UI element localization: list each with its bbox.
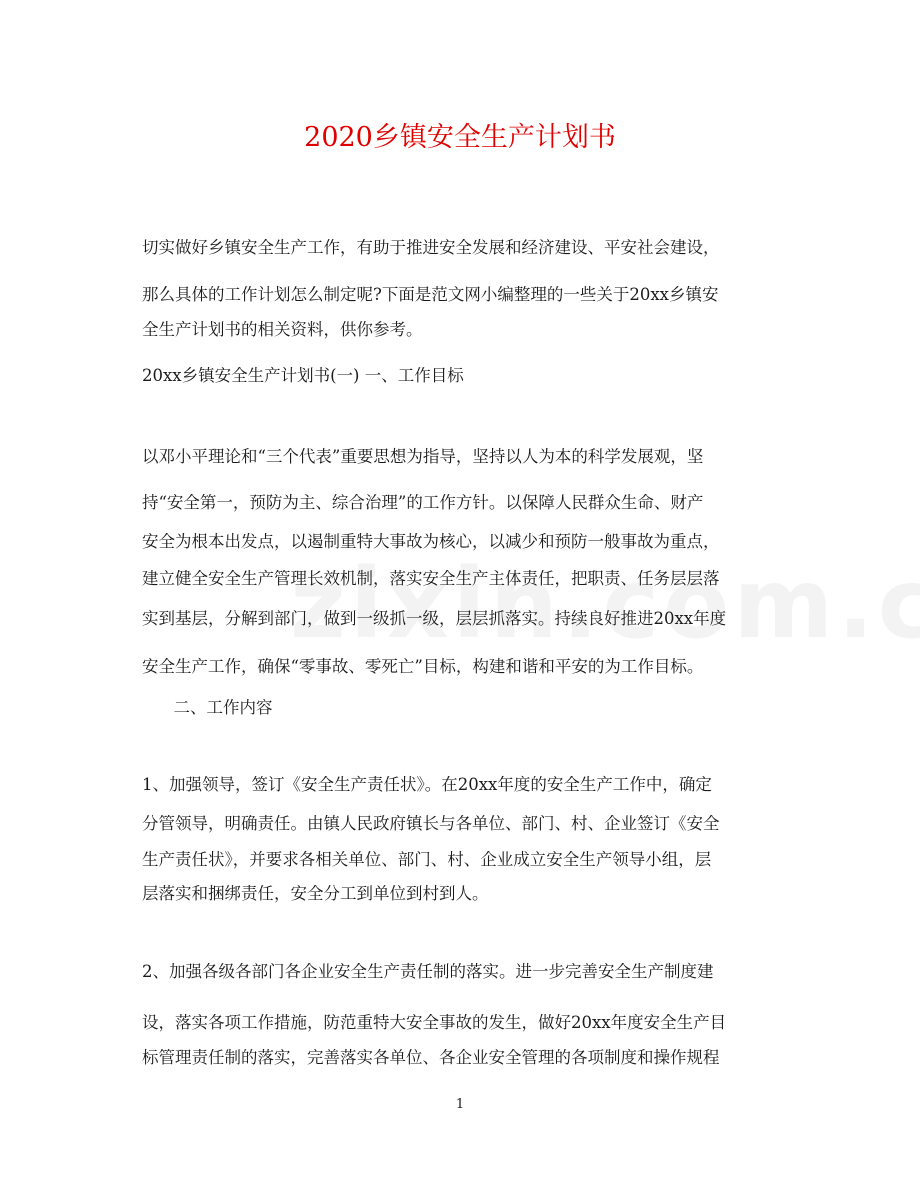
text-line: 分管领导，明确责任。由镇人民政府镇长与各单位、部门、村、企业签订《安全: [142, 814, 720, 833]
text-line: 实到基层，分解到部门，做到一级抓一级，层层抓落实。持续良好推进20xx年度: [142, 609, 727, 628]
document-title: 2020乡镇安全生产计划书: [304, 122, 616, 153]
text-line: 安全生产工作，确保“零事故、零死亡”目标，构建和谐和平安的为工作目标。: [142, 657, 704, 676]
text-line: 生产责任状》，并要求各相关单位、部门、村、企业成立安全生产领导小组，层: [142, 850, 712, 869]
text-line: 全生产计划书的相关资料，供你参考。: [142, 320, 423, 339]
text-line: 以邓小平理论和“三个代表”重要思想为指导，坚持以人为本的科学发展观，坚: [142, 447, 704, 466]
text-line: 2、加强各级各部门各企业安全生产责任制的落实。进一步完善安全生产制度建: [142, 962, 714, 981]
section-heading-line: 20xx乡镇安全生产计划书(一) 一、工作目标: [142, 366, 464, 385]
text-line: 那么具体的工作计划怎么制定呢?下面是范文网小编整理的一些关于20xx乡镇安: [142, 285, 719, 304]
page-number: 1: [455, 1097, 465, 1112]
watermark: [290, 548, 920, 660]
section-heading-line: 二、工作内容: [142, 698, 273, 717]
text-line: 安全为根本出发点，以遏制重特大事故为核心，以减少和预防一般事故为重点，: [142, 532, 720, 551]
text-line: 层落实和捆绑责任，安全分工到单位到村到人。: [142, 884, 489, 903]
text-line: 建立健全安全生产管理长效机制，落实安全生产主体责任，把职责、任务层层落: [142, 569, 720, 588]
text-line: 切实做好乡镇安全生产工作，有助于推进安全发展和经济建设、平安社会建设，: [142, 238, 720, 257]
text-line: 1、加强领导，签订《安全生产责任状》。在20xx年度的安全生产工作中，确定: [142, 775, 712, 794]
text-line: 持“安全第一，预防为主、综合治理”的工作方针。以保障人民群众生命、财产: [142, 493, 704, 512]
text-line: 设，落实各项工作措施，防范重特大安全事故的发生，做好20xx年度安全生产目: [142, 1013, 727, 1032]
text-line: 标管理责任制的落实，完善落实各单位、各企业安全管理的各项制度和操作规程: [142, 1048, 720, 1067]
